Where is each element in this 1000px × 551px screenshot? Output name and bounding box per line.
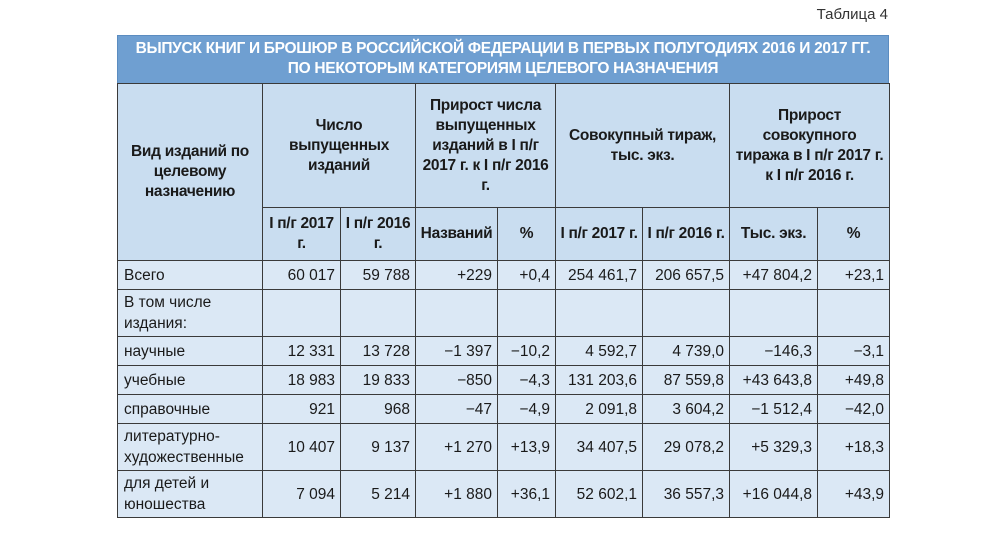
header-kind: Вид изданий по целевому назначению (118, 84, 263, 261)
cell-growth-percent: −4,9 (498, 395, 556, 424)
row-name: учебные (118, 366, 263, 395)
subheader-percent-2: % (818, 208, 890, 261)
table-title-line-2: ПО НЕКОТОРЫМ КАТЕГОРИЯМ ЦЕЛЕВОГО НАЗНАЧЕНИЯ (287, 60, 719, 77)
cell-count-2016: 5 214 (341, 471, 416, 518)
cell-circulation-2016: 206 657,5 (643, 261, 730, 290)
cell-count-2016: 59 788 (341, 261, 416, 290)
table-title-line-1: ВЫПУСК КНИГ И БРОШЮР В РОССИЙСКОЙ ФЕДЕРАЦИИ В ПЕРВЫХ ПОЛУГОДИЯХ 2016 И 2017 ГГ. (135, 40, 871, 57)
cell-count-2016: 19 833 (341, 366, 416, 395)
cell-circulation-growth-percent: +43,9 (818, 471, 890, 518)
cell-circulation-2017 (556, 290, 643, 337)
cell-circulation-2017: 131 203,6 (556, 366, 643, 395)
cell-circulation-growth: +47 804,2 (730, 261, 818, 290)
cell-circulation-growth: +43 643,8 (730, 366, 818, 395)
cell-growth-titles: +1 270 (416, 424, 498, 471)
cell-growth-percent: +36,1 (498, 471, 556, 518)
data-table-container (117, 35, 889, 518)
cell-growth-titles: −1 397 (416, 337, 498, 366)
cell-circulation-2017: 254 461,7 (556, 261, 643, 290)
cell-circulation-growth-percent: +23,1 (818, 261, 890, 290)
cell-growth-percent: +0,4 (498, 261, 556, 290)
subheader-percent: % (498, 208, 556, 261)
subheader-circulation-2017: I п/г 2017 г. (556, 208, 643, 261)
table-label: Таблица 4 (816, 6, 888, 23)
header-circulation-growth: Прирост совокупного тиража в I п/г 2017 г. к I п/г 2016 г. (730, 84, 890, 208)
cell-circulation-growth: −1 512,4 (730, 395, 818, 424)
data-table (117, 83, 890, 518)
cell-count-2016: 968 (341, 395, 416, 424)
table-row (118, 366, 890, 395)
table-row (118, 424, 890, 471)
cell-count-2016 (341, 290, 416, 337)
subheader-count-2016: I п/г 2016 г. (341, 208, 416, 261)
cell-growth-percent: −4,3 (498, 366, 556, 395)
cell-growth-titles: −850 (416, 366, 498, 395)
subheader-titles: Названий (416, 208, 498, 261)
cell-circulation-growth: +5 329,3 (730, 424, 818, 471)
cell-circulation-growth-percent: +49,8 (818, 366, 890, 395)
row-name: Всего (118, 261, 263, 290)
cell-circulation-2016: 3 604,2 (643, 395, 730, 424)
cell-count-2016: 13 728 (341, 337, 416, 366)
cell-circulation-2017: 4 592,7 (556, 337, 643, 366)
subheader-circulation-2016: I п/г 2016 г. (643, 208, 730, 261)
subheader-count-2017: I п/г 2017 г. (263, 208, 341, 261)
cell-growth-titles (416, 290, 498, 337)
cell-circulation-2017: 34 407,5 (556, 424, 643, 471)
table-row (118, 337, 890, 366)
cell-circulation-2016 (643, 290, 730, 337)
cell-circulation-2016: 4 739,0 (643, 337, 730, 366)
row-name: справочные (118, 395, 263, 424)
cell-count-2017: 60 017 (263, 261, 341, 290)
cell-circulation-2016: 29 078,2 (643, 424, 730, 471)
cell-circulation-2016: 87 559,8 (643, 366, 730, 395)
cell-count-2017 (263, 290, 341, 337)
cell-circulation-2017: 2 091,8 (556, 395, 643, 424)
cell-circulation-2016: 36 557,3 (643, 471, 730, 518)
row-name: научные (118, 337, 263, 366)
cell-circulation-growth-percent: −42,0 (818, 395, 890, 424)
cell-count-2017: 10 407 (263, 424, 341, 471)
table-row (118, 261, 890, 290)
subheader-thousand-copies: Тыс. экз. (730, 208, 818, 261)
cell-growth-titles: +229 (416, 261, 498, 290)
cell-circulation-growth-percent (818, 290, 890, 337)
cell-circulation-growth-percent: −3,1 (818, 337, 890, 366)
cell-growth-percent: +13,9 (498, 424, 556, 471)
header-circulation: Совокупный тираж, тыс. экз. (556, 84, 730, 208)
row-name: для детей и юношества (118, 471, 263, 518)
cell-circulation-growth-percent: +18,3 (818, 424, 890, 471)
row-name: литературно-художественные (118, 424, 263, 471)
cell-growth-titles: −47 (416, 395, 498, 424)
header-count: Число выпущенных изданий (263, 84, 416, 208)
cell-circulation-growth: +16 044,8 (730, 471, 818, 518)
cell-count-2017: 18 983 (263, 366, 341, 395)
table-row (118, 290, 890, 337)
cell-circulation-growth: −146,3 (730, 337, 818, 366)
cell-growth-percent: −10,2 (498, 337, 556, 366)
row-name: В том числе издания: (118, 290, 263, 337)
table-title (117, 35, 889, 83)
table-row (118, 395, 890, 424)
cell-circulation-2017: 52 602,1 (556, 471, 643, 518)
cell-count-2016: 9 137 (341, 424, 416, 471)
table-row (118, 471, 890, 518)
cell-count-2017: 12 331 (263, 337, 341, 366)
cell-count-2017: 7 094 (263, 471, 341, 518)
cell-growth-percent (498, 290, 556, 337)
cell-count-2017: 921 (263, 395, 341, 424)
cell-circulation-growth (730, 290, 818, 337)
header-growth: Прирост числа выпущенных изданий в I п/г 2017 г. к I п/г 2016 г. (416, 84, 556, 208)
cell-growth-titles: +1 880 (416, 471, 498, 518)
